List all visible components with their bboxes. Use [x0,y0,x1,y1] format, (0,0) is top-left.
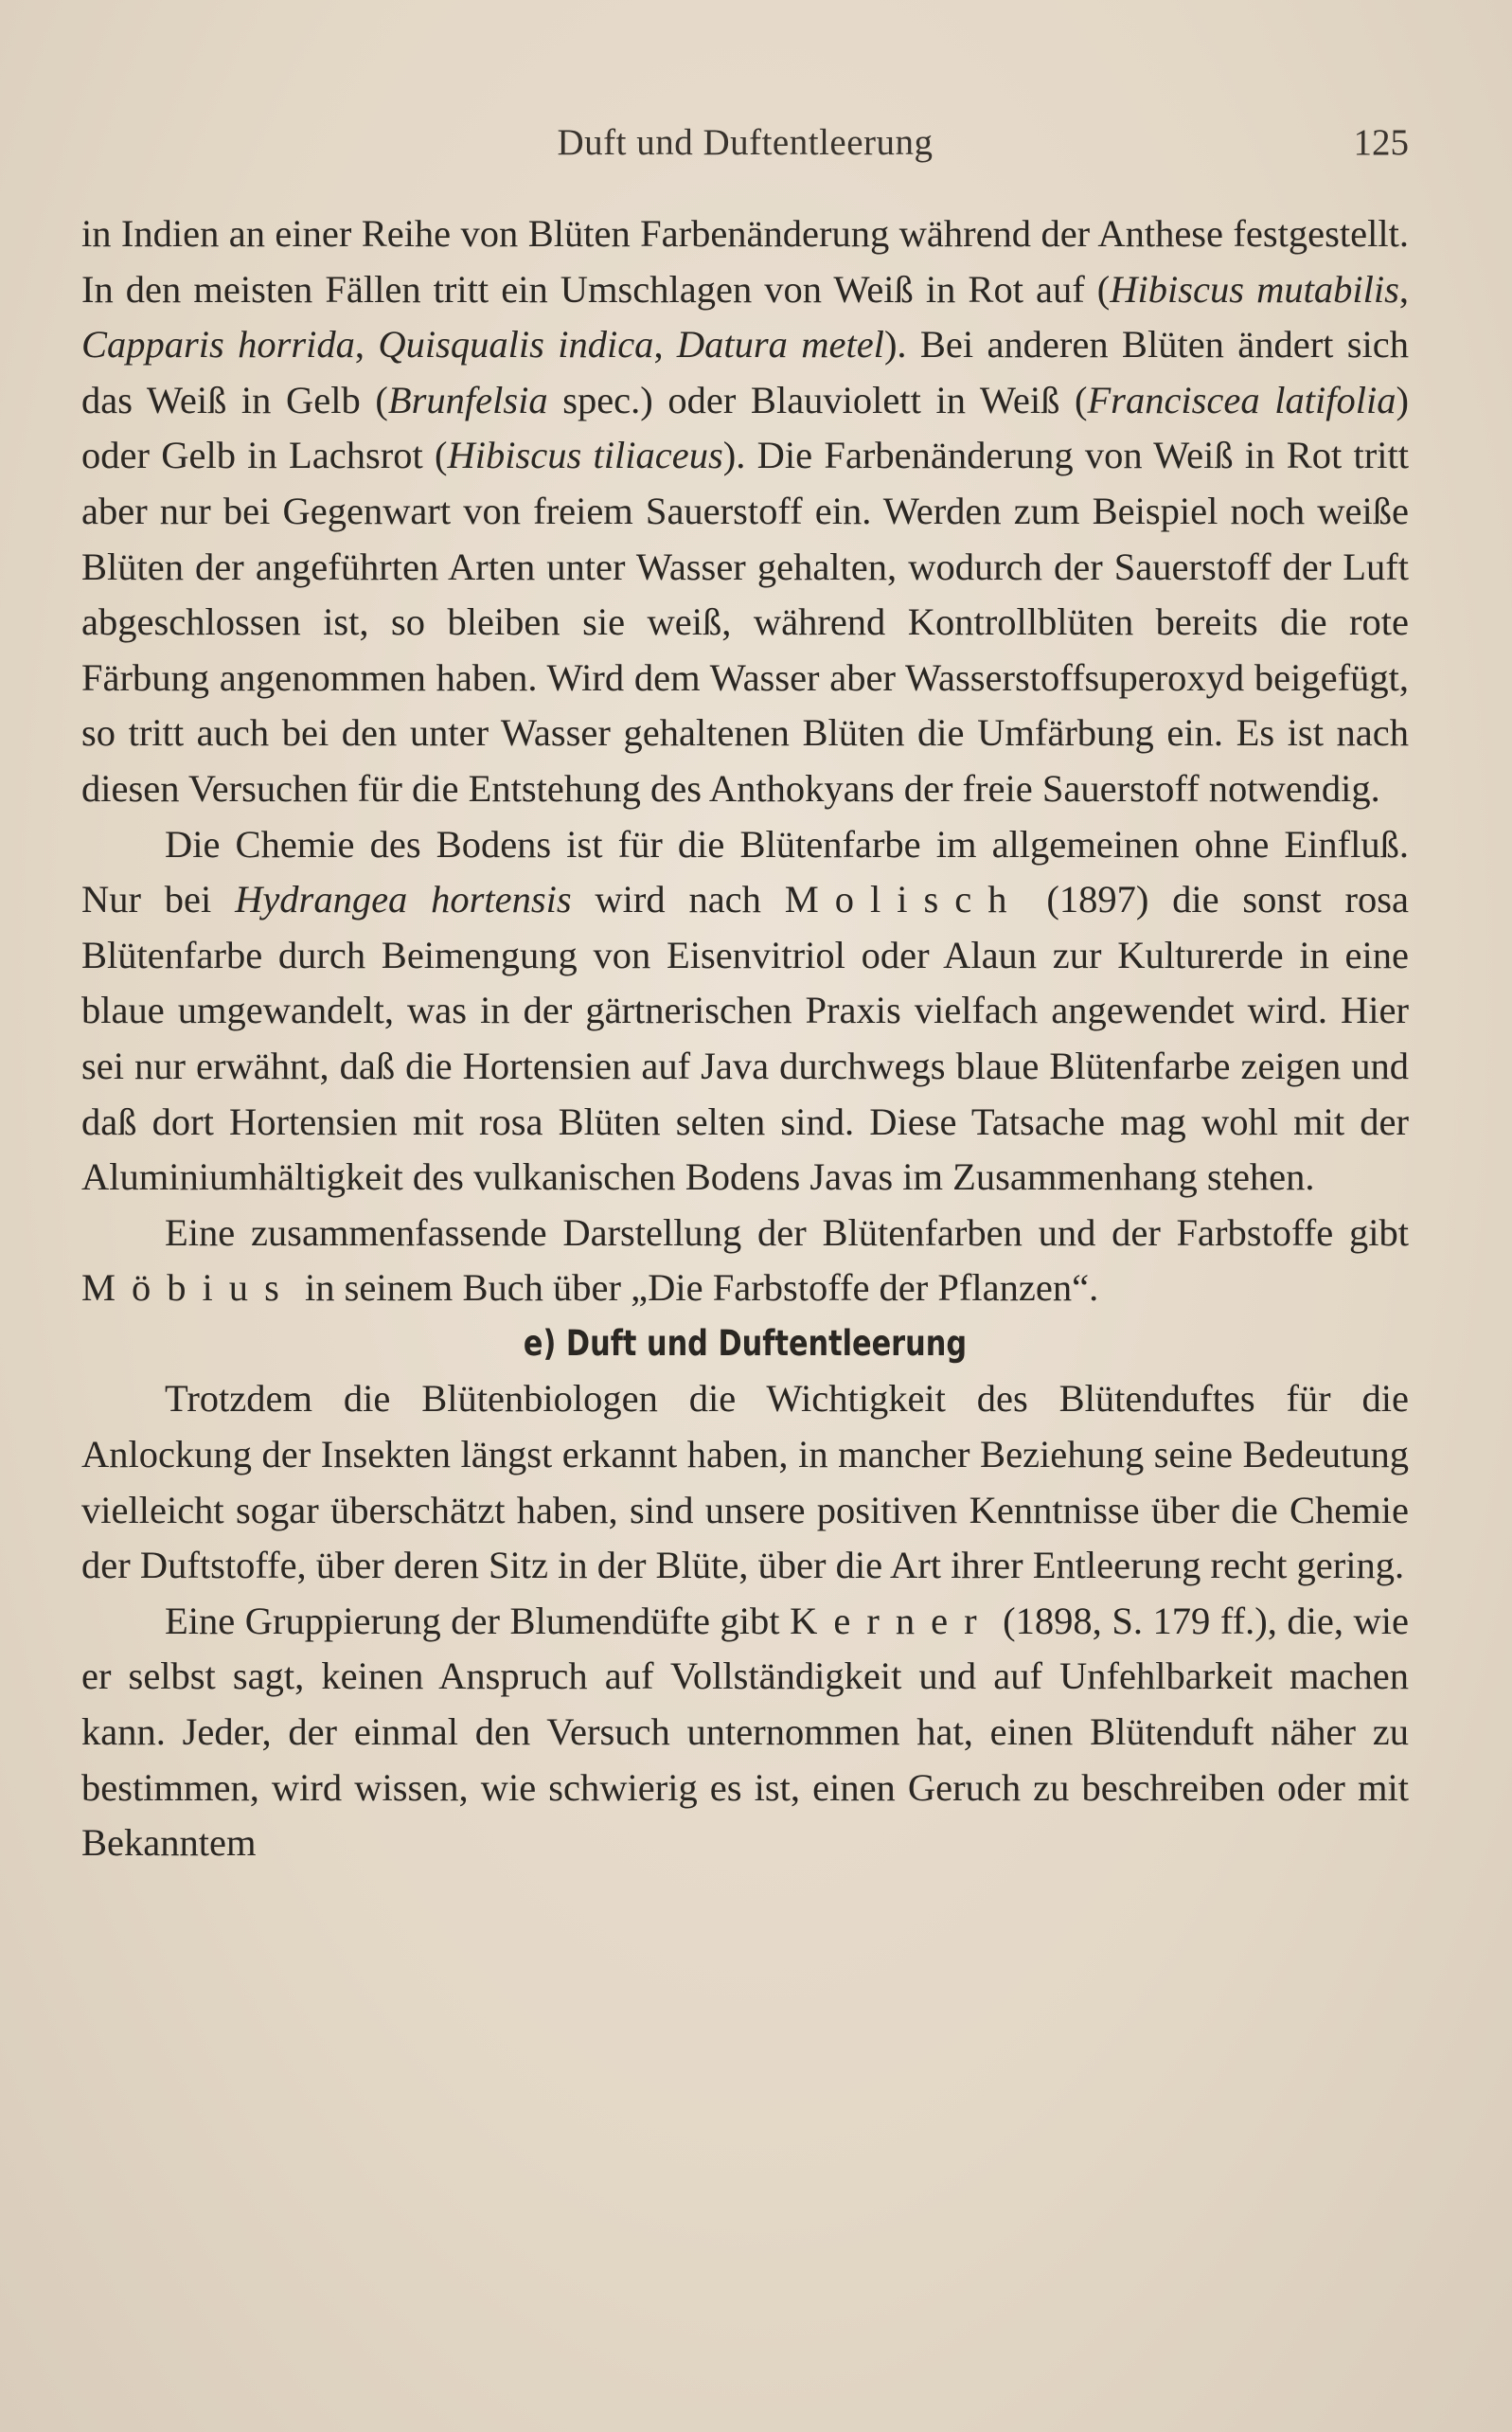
paragraph-chemie-des-bodens [81,817,1409,1206]
text-span: , [1398,267,1409,311]
species-name: Franciscea latifolia [1087,378,1396,421]
text-span: wird nach [571,878,785,921]
body-text [81,206,1409,1871]
species-name: Hibiscus mutabilis [1110,267,1399,311]
text-span: , [354,323,379,367]
text-span: Eine zusammenfassende Darstellung der Blütenfarben und der Farbstoffe gibt [165,1210,1409,1254]
text-span: Eine Gruppierung der Blumendüfte gibt [165,1599,791,1642]
paragraph-farbenaenderung [81,206,1409,817]
species-name: Datura metel [676,323,884,367]
author-name: Molisch [784,878,1023,921]
paragraph-gruppierung [81,1594,1409,1871]
text-span: (1897) die sonst rosa Blütenfarbe durch Beimengung von Eisenvitriol oder Alaun zur Kulturerde in eine blaue umgewandelt, was in der gärtnerischen Praxis vielfach angewendet wird. Hier sei nur erwähnt, daß die Hortensien auf Java durchwegs blaue Blütenfarbe zeigen und daß dort Hortensien mit rosa Blüten selten sind. Diese Tatsache mag wohl mit der Aluminiumhältigkeit des vulkanischen Bodens Javas im Zusammenhang stehen. [81,878,1409,1199]
author-name: Kerner [790,1599,993,1642]
running-title: Duft und Duftentleerung [557,122,934,163]
paragraph-darstellung [81,1206,1409,1316]
text-span: spec.) oder Blauviolett in Weiß ( [547,378,1088,421]
species-name: Brunfelsia [387,378,548,421]
species-name: Hibiscus tiliaceus [447,434,723,477]
text-span: ) oder Gelb in Lachsrot ( [81,378,1409,477]
text-span: in Indien an einer Reihe von Blüten Farbenänderung während der Anthese festgestellt. In den meisten Fällen tritt ein Umschlagen von Weiß in Rot auf ( [81,212,1409,311]
running-header [81,121,1409,178]
page-number: 125 [1353,122,1409,163]
text-span: Die Chemie des Bodens ist für die Blütenfarbe im allgemeinen ohne Einfluß. Nur bei [81,822,1409,921]
paragraph-bluetenduft: Trotzdem die Blütenbiologen die Wichtigkeit des Blütenduftes für die Anlockung der Insekten längst erkannt haben, in mancher Beziehung seine Bedeutung vielleicht sogar überschätzt haben, sind unsere positiven Kenntnisse über die Chemie der Duftstoffe, über deren Sitz in der Blüte, über die Art ihrer Entleerung recht gering. [81,1377,1409,1587]
text-span: in seinem Buch über „Die Farbstoffe der Pflanzen“. [294,1266,1099,1310]
section-heading: e) Duft und Duftentleerung [523,1322,968,1364]
species-name: Hydrangea hortensis [235,878,572,921]
text-span: ). Bei anderen Blüten ändert sich das Weiß in Gelb ( [81,323,1410,421]
text-span: , [653,323,677,367]
species-name: Quisqualis indica [378,323,654,367]
author-name: Möbius [81,1266,295,1310]
text-span: (1898, S. 179 ff.), die, wie er selbst sagt, keinen Anspruch auf Vollständigkeit und auf Unfehlbarkeit machen kann. Jeder, der einmal den Versuch unternommen hat, einen Blütenduft näher zu bestimmen, wird wissen, wie schwierig es ist, einen Geruch zu beschreiben oder mit Bekanntem [81,1599,1410,1865]
text-span: ). Die Farbenänderung von Weiß in Rot tritt aber nur bei Gegenwart von freiem Sauerstoff ein. Werden zum Beispiel noch weiße Blüten der angeführten Arten unter Wasser gehalten, wodurch der Sauerstoff der Luft abgeschlossen ist, so bleiben sie weiß, während Kontrollblüten bereits die rote Färbung angenommen haben. Wird dem Wasser aber Wasserstoffsuperoxyd beigefügt, so tritt auch bei den unter Wasser gehaltenen Blüten die Umfärbung ein. Es ist nach diesen Versuchen für die Entstehung des Anthokyans der freie Sauerstoff notwendig. [81,434,1409,810]
species-name: Capparis horrida [81,323,355,367]
